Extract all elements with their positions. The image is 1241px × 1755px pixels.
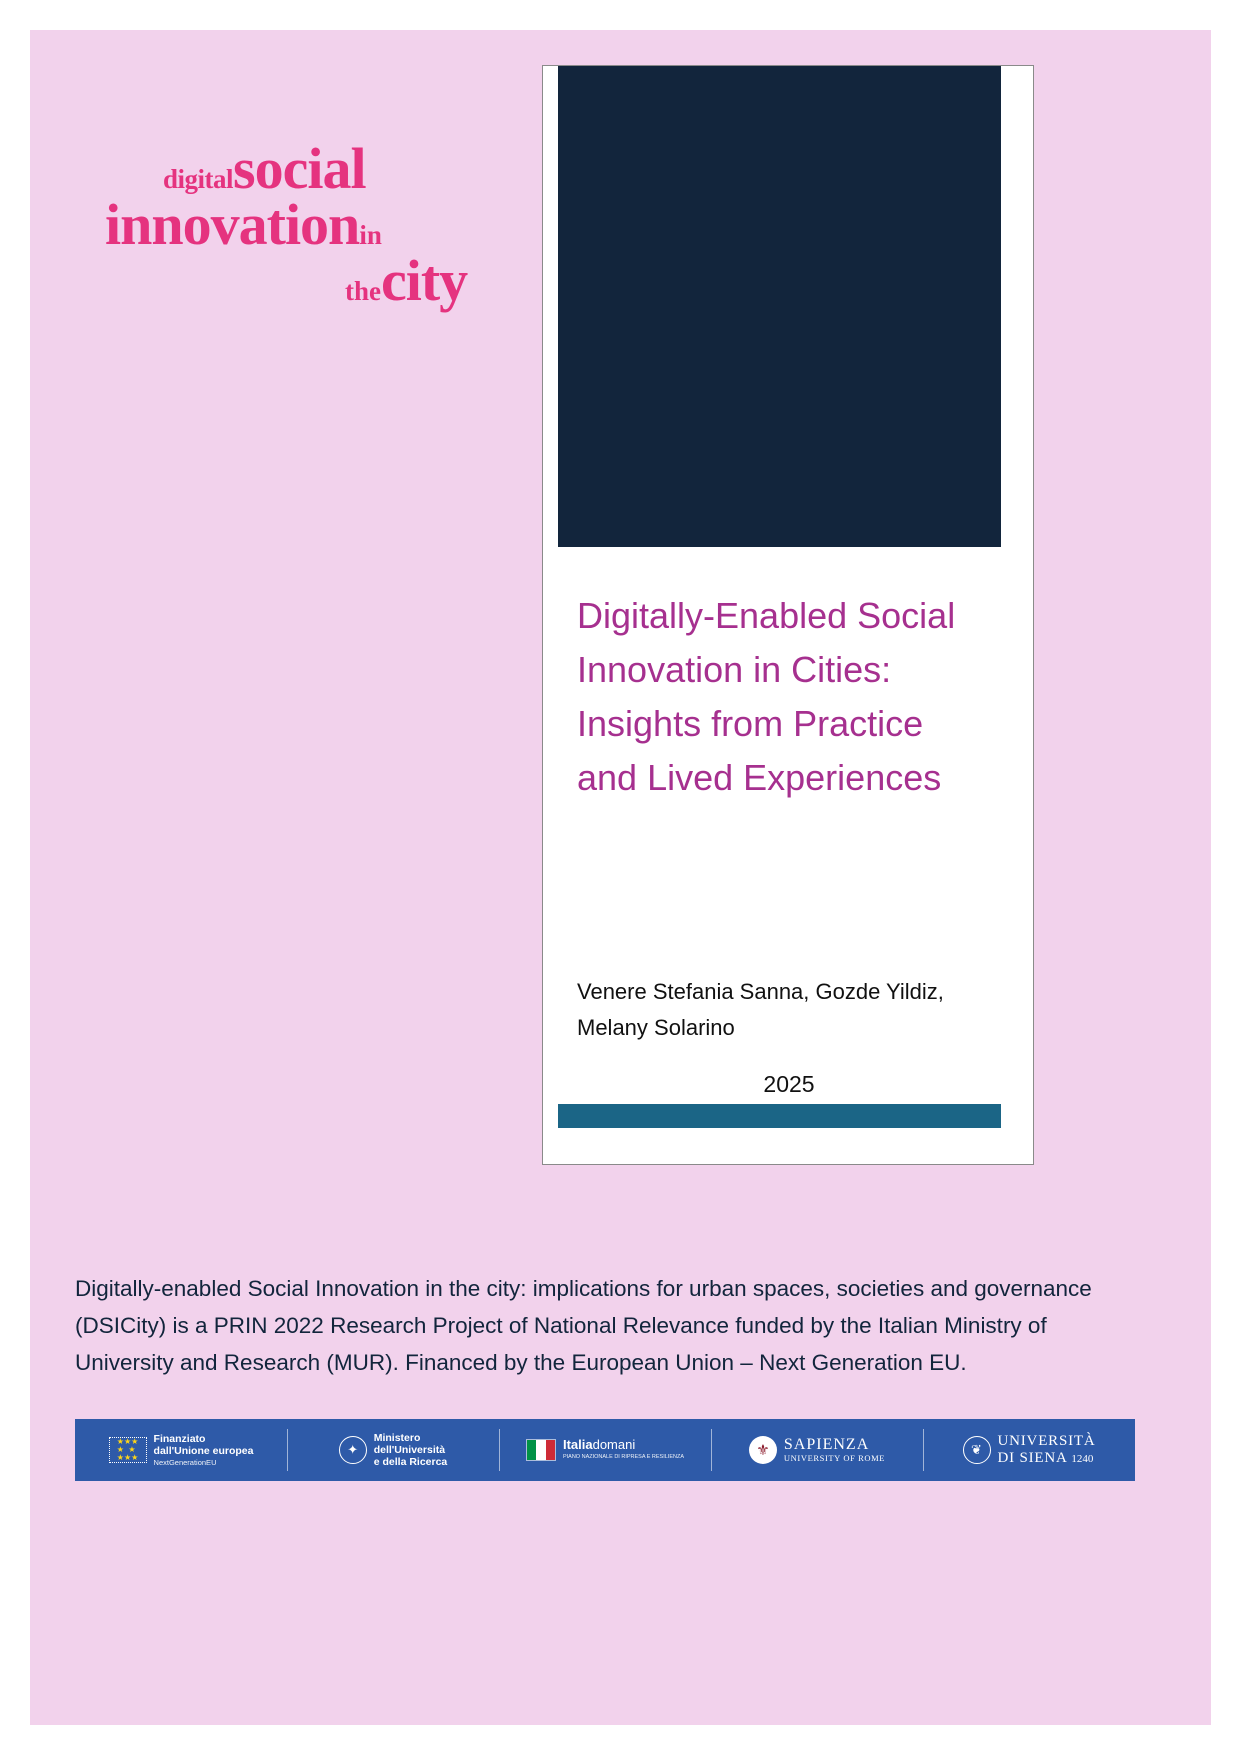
logo-word-the: the xyxy=(345,276,381,306)
publication-year: 2025 xyxy=(763,1071,815,1097)
eu-line-2: dall'Unione europea xyxy=(153,1444,254,1457)
eu-flag-icon: ★★★ ★ ★ ★★★ xyxy=(109,1437,147,1463)
siena-year: 1240 xyxy=(1071,1452,1094,1465)
cover-page xyxy=(30,30,1211,1725)
logo-word-city: city xyxy=(381,248,468,313)
ministry-line-2: dell'Università xyxy=(373,1444,446,1456)
siena-line-2 xyxy=(998,1450,1096,1468)
project-logo xyxy=(105,135,525,325)
funding-statement: Digitally-enabled Social Innovation in the city: implications for urban spaces, societies and governance (DSICity) is a PRIN 2022 Research Project of National Relevance funded by the Italian Ministry of University and Research (MUR). Financed by the European Union – Next Generation EU. xyxy=(75,1276,1092,1375)
ministry-line-3: e della Ricerca xyxy=(373,1456,448,1468)
logo-italiadomani xyxy=(499,1419,711,1481)
logo-word-digital: digital xyxy=(163,164,234,194)
italiadomani-name-light: domani xyxy=(592,1436,636,1452)
logo-sapienza xyxy=(711,1419,923,1481)
logo-word-social: social xyxy=(233,136,366,201)
eu-line-1: Finanziato xyxy=(153,1432,206,1445)
cover-photo xyxy=(558,66,1001,547)
logo-ministry xyxy=(287,1419,499,1481)
ministry-emblem-icon: ✦ xyxy=(339,1436,367,1464)
italian-flag-icon xyxy=(526,1439,556,1461)
logo-word-in: in xyxy=(359,220,382,250)
logo-siena xyxy=(923,1419,1135,1481)
sapienza-emblem-icon: ⚜ xyxy=(749,1436,777,1464)
italiadomani-name-bold: Italia xyxy=(562,1436,593,1452)
logo-word-innovation: innovation xyxy=(105,192,360,257)
ministry-line-1: Ministero xyxy=(373,1432,421,1444)
italiadomani-subtitle: PIANO NAZIONALE DI RIPRESA E RESILIENZA xyxy=(562,1453,685,1460)
logo-line-3 xyxy=(345,247,467,314)
sapienza-line-1: SAPIENZA xyxy=(783,1436,870,1453)
logo-line-2 xyxy=(105,191,382,258)
page-title: Digitally-Enabled Social Innovation in Cities: Insights from Practice and Lived Experiences xyxy=(577,595,956,798)
siena-line-2-text: DI SIENA xyxy=(997,1449,1067,1466)
cover-card xyxy=(542,65,1034,1165)
italiadomani-name xyxy=(563,1438,684,1452)
eu-line-3: NextGenerationEU xyxy=(153,1457,217,1467)
siena-line-1: UNIVERSITÀ xyxy=(997,1432,1096,1449)
sapienza-line-2: UNIVERSITY OF ROME xyxy=(783,1453,886,1463)
cover-accent-bar xyxy=(558,1104,1001,1128)
logo-eu xyxy=(75,1419,287,1481)
siena-emblem-icon: ❦ xyxy=(963,1436,991,1464)
authors: Venere Stefania Sanna, Gozde Yildiz, Melany Solarino xyxy=(577,979,944,1040)
funder-logo-bar xyxy=(75,1419,1135,1481)
